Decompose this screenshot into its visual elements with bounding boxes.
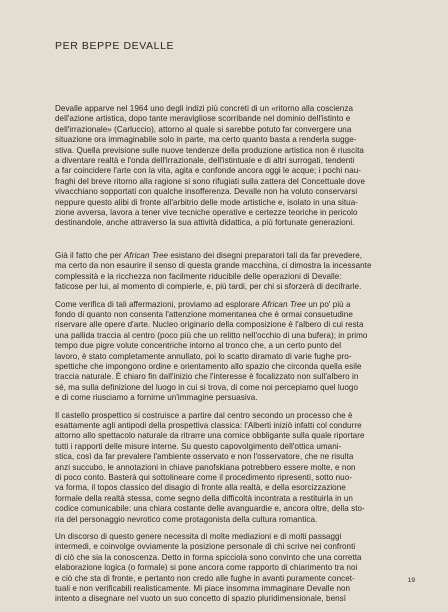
paragraph	[55, 300, 413, 404]
text-line: una pallida traccia al centro (poco più che un relitto nell'occhio di una bufera); in primo	[55, 330, 368, 340]
text-line: esattamente agli antipodi della prospettiva classica: l'Alberti iniziò infatti col condurre	[55, 420, 362, 430]
paragraph	[55, 251, 413, 293]
text-line: intento a disegnare nel vuoto un suo concetto di spazio pluridimensionale, bensì	[55, 594, 347, 604]
text-line: stiva. Quella previsione sulle nuove tendenze della produzione artistica non è riuscita	[55, 145, 364, 155]
text-line: a far coincidere l'arte con la vita, agita e confonde ancora oggi le acque; i pochi nau-	[55, 166, 362, 176]
text-line: elaborazione logica (o formale) si pone ancora come rapporto di chiarimento tra noi	[55, 563, 358, 573]
text-line: a diventare realtà e l'onda dell'irrazionale, dell'istintuale e di altri surrogati, tendenti	[55, 156, 355, 166]
text-line: vivacchiano sopportati con qualche insofferenza. Devalle non ha voluto conservarsi	[55, 187, 358, 197]
text-line: intermedi, e coinvolge ovviamente la posizione personale di chi scrive nei confronti	[55, 542, 356, 552]
text-line: tutti i rapporti delle misure interne. Su questo capovolgimento dell'ottica umani-	[55, 441, 342, 451]
paragraph	[55, 104, 413, 229]
text-line: Già il fatto che per African Tree esistano dei disegni preparatori tali da far prevedere,	[55, 250, 363, 260]
text-line: dell'irrazionale» (Carluccio), attorno al quale si sarebbe potuto far convergere una	[55, 124, 352, 134]
text-line: tuali e non verificabili realisticamente. Mi piace insomma immaginare Devalle non	[55, 584, 351, 594]
text-line: Il castello prospettico si costruisce a partire dal centro secondo un processo che è	[55, 410, 353, 420]
text-line: faticose per lui, al momento di compierle, e, più tardi, per chi si sforzerà di decifrarle.	[55, 282, 362, 292]
text-line: tempo due pigre volute concentriche intorno al tronco che, a un certo punto del	[55, 341, 342, 351]
body-text	[55, 104, 413, 612]
paragraph	[55, 411, 413, 525]
text-line: di poco conto. Basterà qui sottolineare come il procedimento ripresenti, sotto nuo-	[55, 473, 353, 482]
text-line: e ciò che sta di fronte, e pertanto non credo alle fughe in avanti puramente concet-	[55, 573, 355, 583]
text-line: ria del personaggio nevrotico come protagonista della cultura romantica.	[55, 514, 318, 524]
text-line: Devalle apparve nel 1964 uno degli indizi più concreti di un «ritorno alla coscienza	[55, 104, 354, 113]
text-line: anzi succubo, le annotazioni in chiave panofskiana potrebbero essere molte, e non	[55, 462, 356, 472]
text-line: attorno allo spettacolo naturale da ritrarre una cornice obbligante sulla quale riportare	[55, 431, 365, 441]
page-title: PER BEPPE DEVALLE	[55, 40, 175, 52]
text-line: lavoro, è stato completamente annullato, poi lo scatto diramato di varie fughe pro-	[55, 351, 352, 361]
text-line: ma certo da non esaurire il senso di questa grande macchina, ci dimostra la incessante	[55, 261, 372, 271]
text-line: complessità e la ricchezza non facilmente riducibile delle operazioni di Devalle:	[55, 271, 342, 281]
text-line: dell'azione artistica, dopo tante meravigliose scorribande nel dominio dell'istinto e	[55, 114, 351, 124]
text-line: spettiche che impongono ordine e orientamento allo spazio che circonda quella esile	[55, 361, 362, 371]
text-line: va forma, il topos classico del disagio di fronte alla realtà, e della esorcizzazione	[55, 483, 346, 493]
text-line: Come verifica di tali affermazioni, proviamo ad esplorare African Tree un po' più a	[55, 299, 351, 309]
text-line: destinandole, anche attraverso la sua attività didattica, a più fortunate generazioni.	[55, 218, 355, 228]
text-line: neppure questo alibi di fronte all'arbitrio delle mode artistiche e, isolato in una situa-	[55, 197, 358, 207]
text-line: fraghi del breve ritorno alla ragione si sono rifugiati sulla zattera del Concettuale dove	[55, 176, 365, 186]
text-line: di ciò che sia la conoscenza. Detto in forma spicciola sono convinto che una corretta	[55, 552, 362, 562]
text-line: codice comunicabile: una chiara costante delle avanguardie e, ancora oltre, della sto-	[55, 504, 365, 514]
text-line: zione avversa, lavora a tener vive tecniche operative e certezze teoriche in pericolo	[55, 208, 358, 218]
text-line: e di come riusciamo a fornirne un'immagine persuasiva.	[55, 393, 258, 403]
text-line: sé, ma sulla definizione del luogo in cui si trova, di come noi percepiamo quel luogo	[55, 382, 358, 392]
paragraph	[55, 532, 413, 605]
text-line: formale della realtà stessa, come segno della difficoltà incontrata a restituirla in un	[55, 493, 353, 503]
text-line: traccia naturale. È chiaro fin dall'inizio che l'interesse è focalizzato non sull'albero in	[55, 372, 359, 382]
text-line: fondo di quanto non consenta l'attenzione momentanea che è ormai consuetudine	[55, 309, 353, 319]
text-line: stica, così da far prevalere l'ambiente osservato e non l'osservatore, che ne risulta	[55, 452, 354, 462]
text-line: Un discorso di questo genere necessita di molte mediazioni e di molti passaggi	[55, 532, 342, 542]
text-line: riservare alle opere d'arte. Nucleo originario della composizione è l'albero di cui resta	[55, 320, 364, 330]
text-line: situazione ora immaginabile solo in parte, ma certo quanto basta a renderla sugge-	[55, 135, 357, 145]
page-number: 19	[407, 577, 415, 584]
